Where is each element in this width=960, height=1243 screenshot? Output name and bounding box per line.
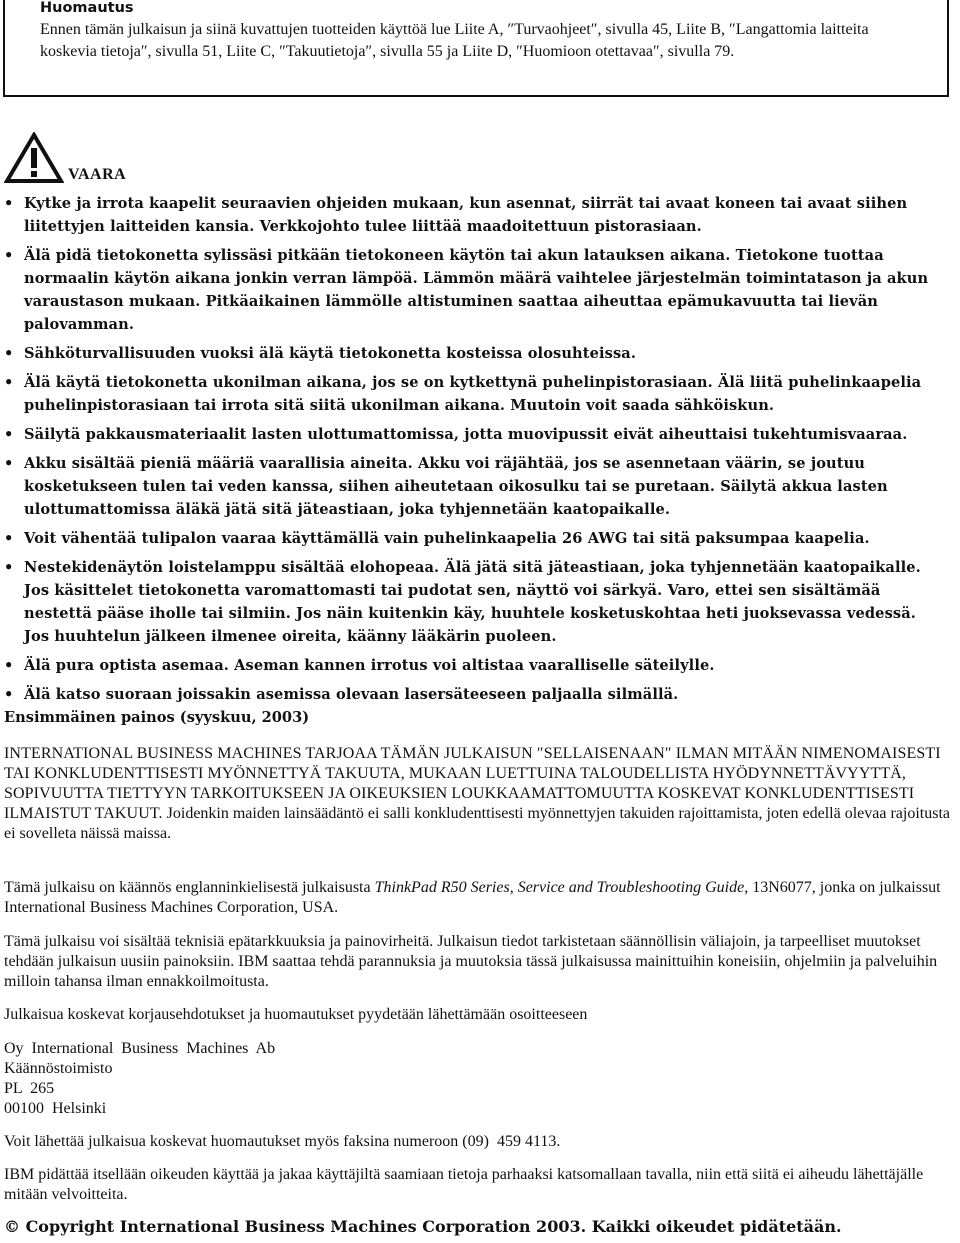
list-item: • Älä pidä tietokonetta sylissäsi pitkään tietokoneen käytön tai akun latauksen aikana. Tietokone tuottaa normaalin käytön aikana jonkin verran lämpöä. Lämmön määrä vaihtelee järjestelmän toimintatason ja akun varaustason mukaan. Pitkäaikainen lämmölle altistuminen saattaa aiheuttaa epämukavuutta tai lievän palovamman. — [4, 247, 929, 333]
address-line: Käännöstoimisto — [4, 1060, 113, 1077]
list-item-text: Kytke ja irrota kaapelit seuraavien ohjeiden mukaan, kun asennat, siirrät tai avaat koneen tai avaat siihen liitettyjen laitteiden kansia. Verkkojohto tulee liittää maadoitettuun pistorasiaan. — [24, 195, 908, 235]
warning-triangle-icon — [4, 132, 64, 184]
list-item-text: Säilytä pakkausmateriaalit lasten ulottumattomissa, jotta muovipussit eivät aiheuttaisi tukehtumisvaaraa. — [24, 426, 908, 443]
corrections-paragraph: Julkaisua koskevat korjausehdotukset ja huomautukset pyydetään lähettämään osoitteeseen — [4, 1006, 588, 1023]
list-item-text: Voit vähentää tulipalon vaaraa käyttämällä vain puhelinkaapelia 26 AWG tai sitä paksumpaa kaapelia. — [24, 530, 870, 547]
copyright-line: © Copyright International Business Machines Corporation 2003. Kaikki oikeudet pidätetään. — [4, 1217, 842, 1236]
edition-heading: Ensimmäinen painos (syyskuu, 2003) — [4, 709, 310, 726]
danger-list — [0, 192, 945, 712]
errors-paragraph: Tämä julkaisu voi sisältää teknisiä epätarkkuuksia ja painovirheitä. Julkaisun tiedot tarkistetaan säännöllisin väliajoin, ja tarpeelliset muutokset tehdään julkaisun uusiin painoksiin. IBM saattaa tehdä parannuksia ja muutoksia tässä julkaisussa mainittuihin koneisiin, ohjelmiin ja palveluihin milloin tahansa ilman ennakkoilmoitusta. — [4, 933, 938, 990]
danger-label: VAARA — [68, 166, 127, 183]
list-item: • Älä katso suoraan joissakin asemissa olevaan lasersäteeseen paljaalla silmällä. — [4, 686, 679, 703]
list-item: • Nestekidenäytön loistelamppu sisältää elohopeaa. Älä jätä sitä jäteastiaan, joka tyhjennetään kaatopaikalle. Jos käsittelet tietokonetta varomattomasti tai pudotat sen, näyttö voi särkyä. Varo, ettei sen sisältämää nestettä pääse iholle tai silmiin. Jos näin kuitenkin käy, huuhtele kosketuskohtaa heti juoksevassa vedessä. Jos huuhtelun jälkeen ilmenee oireita, käänny lääkärin puoleen. — [4, 559, 921, 645]
list-item-text: Älä pidä tietokonetta sylissäsi pitkään tietokoneen käytön tai akun latauksen aikana. Tietokone tuottaa normaalin käytön aikana jonkin verran lämpöä. Lämmön määrä vaihtelee järjestelmän toimintatason ja akun varaustason mukaan. Pitkäaikainen lämmölle altistuminen saattaa aiheuttaa epämukavuutta tai lievän palovamman. — [24, 247, 929, 333]
list-item: • Akku sisältää pieniä määriä vaarallisia aineita. Akku voi räjähtää, jos se asennetaan väärin, se joutuu kosketukseen tulen tai veden kanssa, siihen aiheutetaan oikosulku tai se puretaan. Säilytä akkua lasten ulottumattomissa äläkä jätä sitä jäteastiaan, joka tyhjennetään kaatopaikalle. — [4, 455, 888, 518]
translation-text-end: , 13N6077, jonka on julkaissut International Business Machines Corporation, USA. — [4, 879, 941, 916]
translation-text: Tämä julkaisu on käännös englanninkielisestä julkaisusta — [4, 879, 375, 896]
address-line: Oy International Business Machines Ab — [4, 1040, 276, 1057]
translation-paragraph — [4, 878, 950, 918]
address-line: 00100 Helsinki — [4, 1100, 107, 1117]
address-block — [4, 1039, 950, 1119]
list-item: • Sähköturvallisuuden vuoksi älä käytä tietokonetta kosteissa olosuhteissa. — [4, 345, 637, 362]
list-item: • Älä pura optista asemaa. Aseman kannen irrotus voi altistaa vaaralliselle säteilylle. — [4, 657, 715, 674]
list-item-text: Nestekidenäytön loistelamppu sisältää elohopeaa. Älä jätä sitä jäteastiaan, joka tyhjennetään kaatopaikalle. Jos käsittelet tietokonetta varomattomasti tai pudotat sen, näyttö voi särkyä. Varo, ettei sen sisältämää nestettä pääse iholle tai silmiin. Jos näin kuitenkin käy, huuhtele kosketuskohtaa heti juoksevassa vedessä. Jos huuhtelun jälkeen ilmenee oireita, käänny lääkärin puoleen. — [24, 559, 921, 645]
notice-text: Ennen tämän julkaisun ja siinä kuvattujen tuotteiden käyttöä lue Liite A, ″Turvaohjeet″, sivulla 45, Liite B, ″Langattomia laitteita koskevia tietoja″, sivulla 51, Liite C, ″Takuutietoja″, sivulla 55 ja Liite D, ″Huomioon otettavaa″, sivulla 79. — [40, 21, 869, 60]
list-item-text: Sähköturvallisuuden vuoksi älä käytä tietokonetta kosteissa olosuhteissa. — [24, 345, 637, 362]
list-item: • Voit vähentää tulipalon vaaraa käyttämällä vain puhelinkaapelia 26 AWG tai sitä paksumpaa kaapelia. — [4, 530, 870, 547]
disclaimer-paragraph — [4, 744, 950, 844]
notice-box — [3, 0, 949, 97]
source-title: ThinkPad R50 Series, Service and Troubleshooting Guide — [374, 879, 745, 896]
list-item: • Säilytä pakkausmateriaalit lasten ulottumattomissa, jotta muovipussit eivät aiheuttaisi tukehtumisvaaraa. — [4, 426, 908, 443]
list-item: • Kytke ja irrota kaapelit seuraavien ohjeiden mukaan, kun asennat, siirrät tai avaat koneen tai avaat siihen liitettyjen laitteiden kansia. Verkkojohto tulee liittää maadoitettuun pistorasiaan. — [4, 195, 908, 235]
address-line: PL 265 — [4, 1080, 55, 1097]
list-item: • Älä käytä tietokonetta ukonilman aikana, jos se on kytkettynä puhelinpistorasiaan. Älä liitä puhelinkaapelia puhelinpistorasiaan tai irrota sitä siitä ukonilman aikana. Muutoin voit saada sähköiskun. — [4, 374, 922, 414]
rights-paragraph: IBM pidättää itsellään oikeuden käyttää ja jakaa käyttäjiltä saamiaan tietoja parhaaksi katsomallaan tavalla, niin että siitä ei aiheudu lähettäjälle mitään velvoitteita. — [4, 1166, 924, 1203]
disclaimer-rest: Joidenkin maiden lainsäädäntö ei salli konkludenttisesti myönnettyjen takuiden rajoittamista, joten edellä olevaa rajoitusta ei sovelleta näissä maissa. — [4, 805, 950, 842]
disclaimer-caps: INTERNATIONAL BUSINESS MACHINES TARJOAA TÄMÄN JULKAISUN ″SELLAISENAAN″ ILMAN MITÄÄN NIMENOMAISESTI TAI KONKLUDENTTISESTI MYÖNNETTYÄ TAKUUTA, MUKAAN LUETTUINA TALOUDELLISTA HYÖDYNNETTÄVYYTTÄ, SOPIVUUTTA TIETTYYN TARKOITUKSEEN JA OIKEUKSIEN LOUKKAAMATTOMUUTTA KOSKEVAT KONKLUDENTTISESTI ILMAISTUT TAKUUT. — [4, 745, 941, 822]
fax-paragraph: Voit lähettää julkaisua koskevat huomautukset myös faksina numeroon (09) 459 4113. — [4, 1133, 561, 1150]
list-item-text: Akku sisältää pieniä määriä vaarallisia aineita. Akku voi räjähtää, jos se asennetaan väärin, se joutuu kosketukseen tulen tai veden kanssa, siihen aiheutetaan oikosulku tai se puretaan. Säilytä akkua lasten ulottumattomissa äläkä jätä sitä jäteastiaan, joka tyhjennetään kaatopaikalle. — [24, 455, 888, 518]
list-item-text: Älä käytä tietokonetta ukonilman aikana, jos se on kytkettynä puhelinpistorasiaan. Älä liitä puhelinkaapelia puhelinpistorasiaan tai irrota sitä siitä ukonilman aikana. Muutoin voit saada sähköiskun. — [24, 374, 922, 414]
list-item-text: Älä katso suoraan joissakin asemissa olevaan lasersäteeseen paljaalla silmällä. — [24, 686, 679, 703]
notice-title: Huomautus — [40, 0, 134, 16]
list-item-text: Älä pura optista asemaa. Aseman kannen irrotus voi altistaa vaaralliselle säteilylle. — [24, 657, 715, 674]
